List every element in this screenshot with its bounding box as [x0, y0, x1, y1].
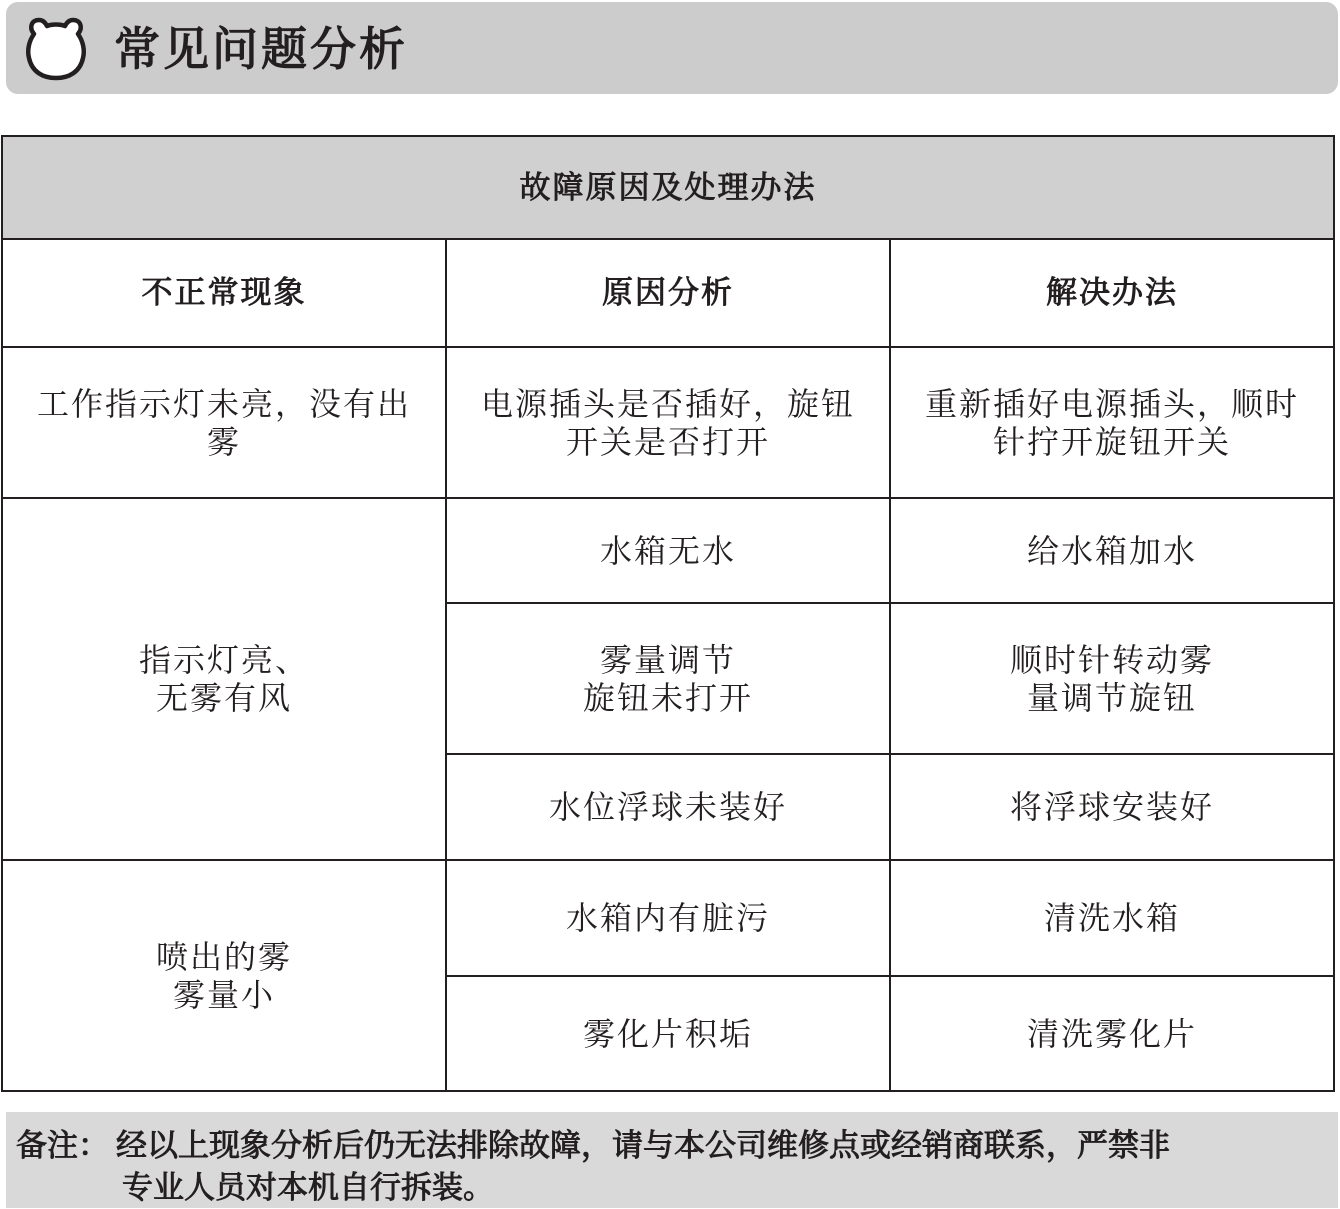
solution-cell — [889, 346, 1335, 499]
cause-cell — [445, 346, 891, 499]
solution-text: 将浮球安装好 — [1009, 788, 1214, 826]
solution-text: 重新插好电源插头，顺时 — [924, 384, 1299, 423]
symptom-cell — [1, 859, 447, 1092]
solution-cell — [889, 975, 1335, 1092]
solution-cell — [889, 753, 1335, 861]
notes-text: 专业人员对本机自行拆装。 — [122, 1170, 494, 1206]
cause-cell — [445, 753, 891, 861]
solution-text: 针拧开旋钮开关 — [992, 422, 1231, 461]
symptom-cell — [1, 497, 447, 861]
cause-text: 水箱无水 — [599, 531, 736, 570]
solution-text: 清洗水箱 — [1043, 899, 1180, 937]
solution-cell — [889, 497, 1335, 604]
symptom-text: 雾 — [206, 422, 241, 461]
solution-text: 量调节旋钮 — [1026, 678, 1197, 717]
cause-cell — [445, 602, 891, 755]
column-header-solution: 解决办法 — [889, 238, 1335, 348]
cause-text: 雾化片积垢 — [582, 1014, 753, 1053]
notes-box — [6, 1112, 1338, 1208]
cause-text: 水位浮球未装好 — [548, 788, 787, 826]
solution-text: 清洗雾化片 — [1026, 1014, 1197, 1053]
table-title: 故障原因及处理办法 — [1, 135, 1335, 240]
solution-text: 给水箱加水 — [1026, 531, 1197, 570]
cause-cell — [445, 859, 891, 977]
solution-cell — [889, 602, 1335, 755]
symptom-text: 雾量小 — [172, 975, 275, 1014]
column-header-symptom: 不正常现象 — [1, 238, 447, 348]
solution-text: 顺时针转动雾 — [1009, 640, 1214, 679]
cause-text: 开关是否打开 — [565, 422, 770, 461]
cause-text: 旋钮未打开 — [582, 678, 753, 717]
notes-text: 经以上现象分析后仍无法排除故障，请与本公司维修点或经销商联系，严禁非 — [116, 1128, 1170, 1164]
cause-cell — [445, 975, 891, 1092]
cause-cell — [445, 497, 891, 604]
column-header-cause: 原因分析 — [445, 238, 891, 348]
symptom-text: 喷出的雾 — [155, 937, 292, 976]
page-title: 常见问题分析 — [114, 22, 408, 76]
symptom-text: 无雾有风 — [155, 679, 292, 717]
symptom-text: 指示灯亮、 — [138, 641, 309, 679]
symptom-cell — [1, 346, 447, 499]
notes-label: 备注： — [16, 1128, 109, 1164]
cause-text: 雾量调节 — [599, 640, 736, 679]
cause-text: 电源插头是否插好，旋钮 — [480, 384, 855, 423]
symptom-text: 工作指示灯未亮，没有出 — [36, 384, 411, 423]
solution-cell — [889, 859, 1335, 977]
cause-text: 水箱内有脏污 — [565, 899, 770, 937]
